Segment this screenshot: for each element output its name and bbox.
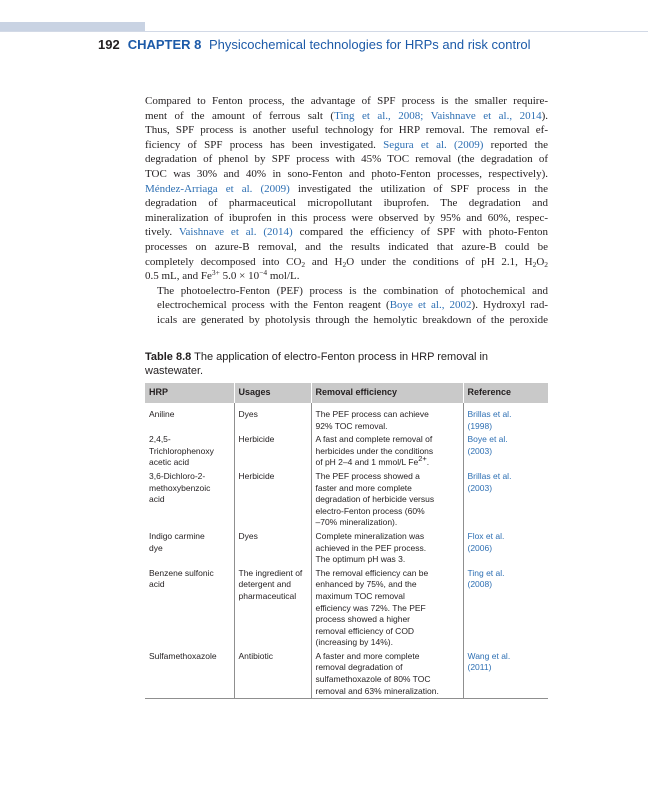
table-row — [145, 432, 548, 469]
cell-hrp: 3,6-Dichloro-2- methoxybenzoic acid — [149, 470, 211, 505]
table-caption — [145, 350, 548, 378]
table-row — [145, 469, 548, 529]
column-header-usages: Usages — [234, 383, 311, 403]
cell-hrp: 2,4,5- Trichlorophenoxy acetic acid — [149, 434, 214, 468]
table-row — [145, 649, 548, 699]
cell-efficiency: The PEF process showed a faster and more complete degradation of herbicide versus electro-Fenton process (60% –70% mineralization). — [311, 469, 463, 529]
cell-reference[interactable]: Brillas et al. (1998) — [463, 403, 548, 432]
cell-hrp: Indigo carmine dye — [149, 530, 205, 553]
paragraph-pef: The photoelectro-Fenton (PEF) process is the combination of photochemical and electrochemical process with the Fenton reagent (Boye et al., 2002). Hydroxyl rad- icals are generated by photolysis through the hemolytic breakdown of the peroxide — [157, 284, 548, 326]
cell-usage: Dyes — [234, 403, 311, 432]
cell-efficiency: The removal efficiency can be enhanced by 75%, and the maximum TOC removal efficiency was 72%. The PEF process showed a higher removal efficiency of COD (increasing by 14%). — [311, 566, 463, 649]
citation-link[interactable]: Boye et al., 2002 — [389, 299, 472, 312]
paragraph-spf: Compared to Fenton process, the advantage of SPF process is the smaller require- ment of the amount of ferrous salt (Ting et al., 2008; Vaishnave et al., 2014). Thus, SPF process is another useful technology for HRP removal. The removal ef- ficiency of SPF process has been investigated. Segura et al. (2009) reported the degradation of phenol by SPF process with 45% TOC removal (the degradation of TOC was 30% and 40% in sono-Fenton and photo-Fenton processes, respectively). Méndez-Arriaga et al. (2009) investigated the utilization of SPF process in the degradation of pharmaceutical micropollutant ibuprofen. The degradation and mineralization of ibuprofen in this process were observed by 95% and 60%, respec- tively. Vaishnave et al. (2014) compared the efficiency of SPF with photo-Fenton processes on azure-B removal, and the results indicated that azure-B could be completely decomposed into $CO_2$ and $H_2O$ under the conditions of pH 2.1, $H_2O_2$ 0.5 mL, and $Fe^{3+}$ $5.0 \times 10^{-4}$ mol/L. — [145, 95, 549, 283]
cell-usage: The ingredient of detergent and pharmaceutical — [234, 566, 311, 649]
cell-efficiency: The PEF process can achieve 92% TOC removal. — [311, 403, 463, 432]
table-label: Table 8.8 — [145, 351, 192, 363]
table-row — [145, 403, 548, 432]
cell-efficiency: Complete mineralization was achieved in the PEF process. The optimum pH was 3. — [311, 529, 463, 566]
cell-usage: Dyes — [234, 529, 311, 566]
cell-efficiency: A fast and complete removal of herbicides under the conditions of pH 2–4 and 1 mmol/L $Fe^{2+}$. — [311, 432, 463, 469]
cell-usage: Antibiotic — [234, 649, 311, 699]
cell-reference[interactable]: Ting et al. (2008) — [463, 566, 548, 649]
header-rule — [0, 31, 648, 32]
page-number: 192 — [98, 37, 120, 52]
cell-usage: Herbicide — [234, 469, 311, 529]
cell-reference[interactable]: Wang et al. (2011) — [463, 649, 548, 699]
table-row — [145, 529, 548, 566]
cell-hrp: Aniline — [149, 409, 175, 419]
cell-efficiency: A faster and more complete removal degradation of sulfamethoxazole of 80% TOC removal and 63% mineralization. — [311, 649, 463, 699]
running-head — [98, 37, 531, 53]
cell-hrp: Sulfamethoxazole — [145, 649, 234, 699]
table-header-row — [145, 383, 548, 403]
citation-link[interactable]: Ting et al., 2008; Vaishnave et al., 2014 — [334, 109, 542, 122]
cell-reference[interactable]: Brillas et al. (2003) — [463, 469, 548, 529]
citation-link[interactable]: Vaishnave et al. (2014) — [178, 226, 293, 239]
table-caption-text: The application of electro-Fenton process in HRP removal in wastewater. — [145, 351, 489, 377]
citation-link[interactable]: Segura et al. (2009) — [383, 138, 484, 151]
cell-usage: Herbicide — [234, 432, 311, 469]
column-header-removal-efficiency: Removal efficiency — [311, 383, 463, 403]
table-row — [145, 566, 548, 649]
cell-hrp: Benzene sulfonic acid — [149, 567, 214, 590]
data-table — [145, 383, 548, 699]
column-header-hrp: HRP — [145, 383, 234, 403]
chapter-label: CHAPTER 8 — [127, 37, 202, 52]
cell-reference[interactable]: Boye et al. (2003) — [463, 432, 548, 469]
citation-link[interactable]: Méndez-Arriaga et al. (2009) — [145, 182, 290, 195]
body-text — [145, 94, 548, 328]
column-header-reference: Reference — [463, 383, 548, 403]
chapter-title: Physicochemical technologies for HRPs and risk control — [209, 37, 531, 52]
cell-reference[interactable]: Flox et al. (2006) — [463, 529, 548, 566]
